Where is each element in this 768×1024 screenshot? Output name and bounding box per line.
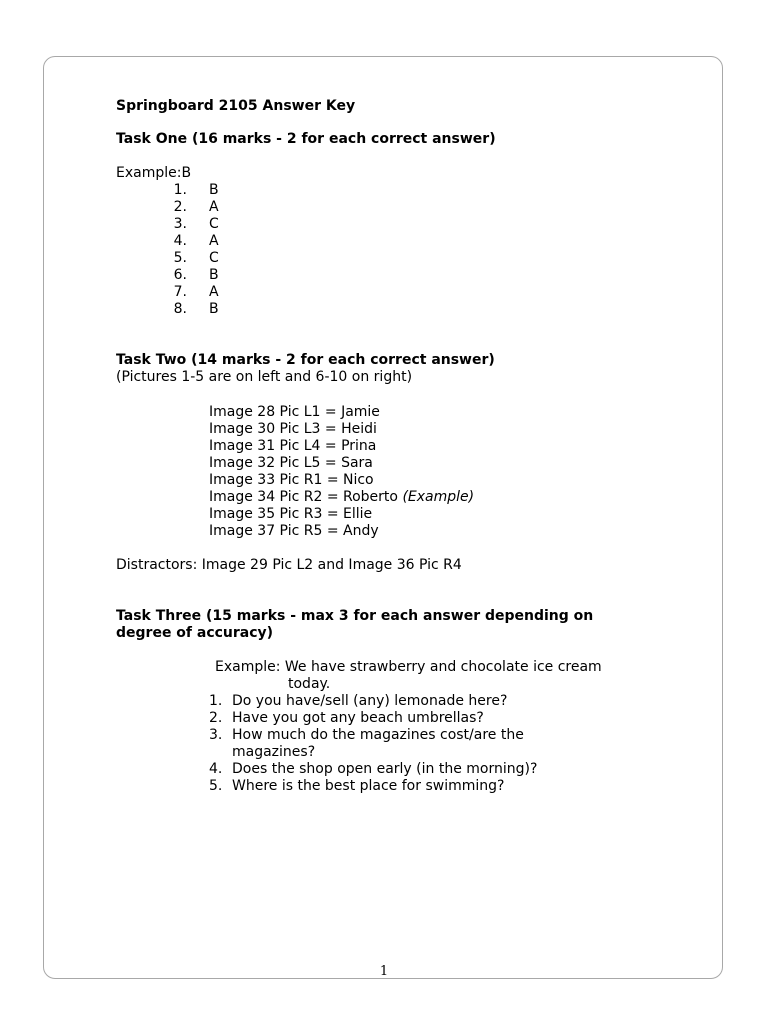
answer-letter: B [209,267,219,283]
answer-text: Have you got any beach umbrellas? [232,710,484,726]
answer-number: 1. [173,182,187,198]
answer-number: 4. [209,761,223,777]
task-one-heading: Task One (16 marks - 2 for each correct answer) [116,131,496,147]
match-line: Image 35 Pic R3 = Ellie [209,506,373,522]
answer-letter: A [209,233,219,249]
task-three-example-line2: today. [288,676,331,692]
answer-number: 7. [173,284,187,300]
answer-number: 4. [173,233,187,249]
document-page [43,56,723,979]
answer-letter: B [209,301,219,317]
answer-number: 8. [173,301,187,317]
answer-letter: A [209,199,219,215]
match-line-example [209,489,474,505]
answer-number: 3. [209,727,223,743]
task-two-note: (Pictures 1-5 are on left and 6-10 on right) [116,369,413,385]
example-tag: (Example) [402,489,475,505]
match-line: Image 31 Pic L4 = Prina [209,438,377,454]
task-two-heading: Task Two (14 marks - 2 for each correct answer) [116,352,495,368]
task-three-heading-line1: Task Three (15 marks - max 3 for each answer depending on [116,608,594,624]
document-title: Springboard 2105 Answer Key [116,98,356,114]
answer-text: How much do the magazines cost/are the [232,727,524,743]
answer-letter: A [209,284,219,300]
page-number: 1 [379,964,389,979]
match-line: Image 32 Pic L5 = Sara [209,455,373,471]
task-three-heading-line2: degree of accuracy) [116,625,274,641]
answer-number: 2. [173,199,187,215]
answer-number: 5. [209,778,223,794]
answer-letter: B [209,182,219,198]
answer-number: 5. [173,250,187,266]
answer-letter: C [209,250,219,266]
answer-number: 1. [209,693,223,709]
match-line: Image 30 Pic L3 = Heidi [209,421,377,437]
answer-text: Do you have/sell (any) lemonade here? [232,693,508,709]
task-two-distractors: Distractors: Image 29 Pic L2 and Image 36 Pic R4 [116,557,462,573]
match-line: Image 37 Pic R5 = Andy [209,523,379,539]
answer-number: 3. [173,216,187,232]
answer-number: 2. [209,710,223,726]
answer-text-continued: magazines? [232,744,316,760]
answer-number: 6. [173,267,187,283]
task-one-example: Example:B [116,165,192,181]
answer-text: Where is the best place for swimming? [232,778,505,794]
answer-text: Does the shop open early (in the morning)? [232,761,538,777]
match-line-text: Image 34 Pic R2 = Roberto [209,489,403,505]
answer-letter: C [209,216,219,232]
match-line: Image 28 Pic L1 = Jamie [209,404,380,420]
task-three-example-line1: Example: We have strawberry and chocolate ice cream [215,659,602,675]
match-line: Image 33 Pic R1 = Nico [209,472,374,488]
